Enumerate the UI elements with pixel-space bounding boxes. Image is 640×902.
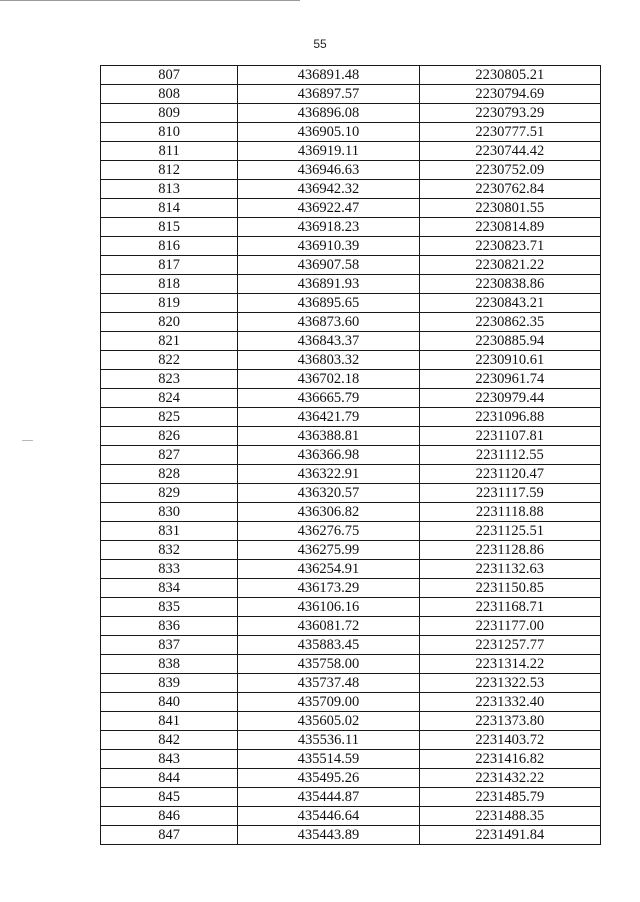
y-coordinate-cell: 2231485.79 [419, 788, 600, 807]
table-row [101, 389, 601, 408]
point-number-cell: 828 [101, 465, 238, 484]
y-coordinate-cell: 2230821.22 [419, 256, 600, 275]
y-coordinate-cell: 2230910.61 [419, 351, 600, 370]
point-number-cell: 814 [101, 199, 238, 218]
table-row [101, 598, 601, 617]
table-row [101, 522, 601, 541]
table-row [101, 446, 601, 465]
y-coordinate-cell: 2231128.86 [419, 541, 600, 560]
point-number-cell: 832 [101, 541, 238, 560]
y-coordinate-cell: 2231125.51 [419, 522, 600, 541]
table-row [101, 693, 601, 712]
table-row [101, 237, 601, 256]
y-coordinate-cell: 2230862.35 [419, 313, 600, 332]
table-row [101, 788, 601, 807]
y-coordinate-cell: 2231112.55 [419, 446, 600, 465]
y-coordinate-cell: 2230777.51 [419, 123, 600, 142]
table-row [101, 826, 601, 845]
page-number: 55 [313, 37, 327, 51]
y-coordinate-cell: 2231416.82 [419, 750, 600, 769]
point-number-cell: 823 [101, 370, 238, 389]
y-coordinate-cell: 2231332.40 [419, 693, 600, 712]
y-coordinate-cell: 2231096.88 [419, 408, 600, 427]
y-coordinate-cell: 2231491.84 [419, 826, 600, 845]
table-row [101, 161, 601, 180]
x-coordinate-cell: 435758.00 [238, 655, 419, 674]
y-coordinate-cell: 2230805.21 [419, 66, 600, 85]
table-row [101, 408, 601, 427]
table-row [101, 218, 601, 237]
x-coordinate-cell: 435443.89 [238, 826, 419, 845]
y-coordinate-cell: 2230814.89 [419, 218, 600, 237]
x-coordinate-cell: 435737.48 [238, 674, 419, 693]
table-row [101, 142, 601, 161]
x-coordinate-cell: 436388.81 [238, 427, 419, 446]
x-coordinate-cell: 436873.60 [238, 313, 419, 332]
y-coordinate-cell: 2230961.74 [419, 370, 600, 389]
point-number-cell: 812 [101, 161, 238, 180]
table-row [101, 503, 601, 522]
x-coordinate-cell: 436803.32 [238, 351, 419, 370]
y-coordinate-cell: 2231322.53 [419, 674, 600, 693]
point-number-cell: 807 [101, 66, 238, 85]
point-number-cell: 837 [101, 636, 238, 655]
y-coordinate-cell: 2230744.42 [419, 142, 600, 161]
point-number-cell: 825 [101, 408, 238, 427]
x-coordinate-cell: 436891.48 [238, 66, 419, 85]
table-row [101, 617, 601, 636]
table-row [101, 370, 601, 389]
table-row [101, 560, 601, 579]
y-coordinate-cell: 2230752.09 [419, 161, 600, 180]
y-coordinate-cell: 2230979.44 [419, 389, 600, 408]
point-number-cell: 808 [101, 85, 238, 104]
x-coordinate-cell: 436702.18 [238, 370, 419, 389]
margin-mark [22, 440, 33, 441]
point-number-cell: 836 [101, 617, 238, 636]
x-coordinate-cell: 436276.75 [238, 522, 419, 541]
y-coordinate-cell: 2231403.72 [419, 731, 600, 750]
y-coordinate-cell: 2231118.88 [419, 503, 600, 522]
point-number-cell: 843 [101, 750, 238, 769]
y-coordinate-cell: 2230838.86 [419, 275, 600, 294]
x-coordinate-cell: 436366.98 [238, 446, 419, 465]
y-coordinate-cell: 2230801.55 [419, 199, 600, 218]
y-coordinate-cell: 2230823.71 [419, 237, 600, 256]
x-coordinate-cell: 436942.32 [238, 180, 419, 199]
x-coordinate-cell: 436896.08 [238, 104, 419, 123]
y-coordinate-cell: 2231177.00 [419, 617, 600, 636]
point-number-cell: 845 [101, 788, 238, 807]
table-row [101, 465, 601, 484]
table-row [101, 750, 601, 769]
y-coordinate-cell: 2230885.94 [419, 332, 600, 351]
y-coordinate-cell: 2230762.84 [419, 180, 600, 199]
table-row [101, 807, 601, 826]
x-coordinate-cell: 436897.57 [238, 85, 419, 104]
table-row [101, 294, 601, 313]
y-coordinate-cell: 2231132.63 [419, 560, 600, 579]
x-coordinate-cell: 435514.59 [238, 750, 419, 769]
y-coordinate-cell: 2231107.81 [419, 427, 600, 446]
y-coordinate-cell: 2230843.21 [419, 294, 600, 313]
x-coordinate-cell: 435446.64 [238, 807, 419, 826]
x-coordinate-cell: 435605.02 [238, 712, 419, 731]
table-row [101, 427, 601, 446]
x-coordinate-cell: 436081.72 [238, 617, 419, 636]
x-coordinate-cell: 436895.65 [238, 294, 419, 313]
x-coordinate-cell: 436918.23 [238, 218, 419, 237]
point-number-cell: 811 [101, 142, 238, 161]
x-coordinate-cell: 436322.91 [238, 465, 419, 484]
point-number-cell: 820 [101, 313, 238, 332]
x-coordinate-cell: 436275.99 [238, 541, 419, 560]
table-row [101, 275, 601, 294]
table-row [101, 541, 601, 560]
table-row [101, 636, 601, 655]
x-coordinate-cell: 436843.37 [238, 332, 419, 351]
table-row [101, 351, 601, 370]
coordinates-table [100, 65, 601, 845]
point-number-cell: 830 [101, 503, 238, 522]
point-number-cell: 835 [101, 598, 238, 617]
coordinates-table-body [101, 66, 601, 845]
table-row [101, 484, 601, 503]
table-row [101, 85, 601, 104]
table-row [101, 104, 601, 123]
point-number-cell: 822 [101, 351, 238, 370]
table-row [101, 674, 601, 693]
x-coordinate-cell: 436254.91 [238, 560, 419, 579]
x-coordinate-cell: 436919.11 [238, 142, 419, 161]
table-row [101, 731, 601, 750]
point-number-cell: 841 [101, 712, 238, 731]
point-number-cell: 831 [101, 522, 238, 541]
x-coordinate-cell: 435495.26 [238, 769, 419, 788]
y-coordinate-cell: 2231257.77 [419, 636, 600, 655]
point-number-cell: 824 [101, 389, 238, 408]
table-row [101, 332, 601, 351]
x-coordinate-cell: 436905.10 [238, 123, 419, 142]
point-number-cell: 846 [101, 807, 238, 826]
point-number-cell: 847 [101, 826, 238, 845]
point-number-cell: 827 [101, 446, 238, 465]
top-edge-rule [0, 0, 300, 1]
point-number-cell: 826 [101, 427, 238, 446]
point-number-cell: 829 [101, 484, 238, 503]
point-number-cell: 819 [101, 294, 238, 313]
point-number-cell: 818 [101, 275, 238, 294]
y-coordinate-cell: 2231432.22 [419, 769, 600, 788]
point-number-cell: 833 [101, 560, 238, 579]
y-coordinate-cell: 2230793.29 [419, 104, 600, 123]
point-number-cell: 842 [101, 731, 238, 750]
x-coordinate-cell: 436946.63 [238, 161, 419, 180]
x-coordinate-cell: 436910.39 [238, 237, 419, 256]
table-row [101, 712, 601, 731]
table-row [101, 180, 601, 199]
x-coordinate-cell: 436922.47 [238, 199, 419, 218]
point-number-cell: 838 [101, 655, 238, 674]
table-row [101, 769, 601, 788]
table-row [101, 579, 601, 598]
table-row [101, 313, 601, 332]
y-coordinate-cell: 2231488.35 [419, 807, 600, 826]
point-number-cell: 821 [101, 332, 238, 351]
y-coordinate-cell: 2231120.47 [419, 465, 600, 484]
x-coordinate-cell: 435444.87 [238, 788, 419, 807]
point-number-cell: 810 [101, 123, 238, 142]
table-row [101, 66, 601, 85]
point-number-cell: 809 [101, 104, 238, 123]
table-row [101, 123, 601, 142]
x-coordinate-cell: 436891.93 [238, 275, 419, 294]
x-coordinate-cell: 435709.00 [238, 693, 419, 712]
point-number-cell: 816 [101, 237, 238, 256]
x-coordinate-cell: 436306.82 [238, 503, 419, 522]
point-number-cell: 834 [101, 579, 238, 598]
y-coordinate-cell: 2231373.80 [419, 712, 600, 731]
table-row [101, 199, 601, 218]
y-coordinate-cell: 2231117.59 [419, 484, 600, 503]
point-number-cell: 815 [101, 218, 238, 237]
y-coordinate-cell: 2231168.71 [419, 598, 600, 617]
x-coordinate-cell: 436421.79 [238, 408, 419, 427]
x-coordinate-cell: 436106.16 [238, 598, 419, 617]
y-coordinate-cell: 2231314.22 [419, 655, 600, 674]
x-coordinate-cell: 435883.45 [238, 636, 419, 655]
point-number-cell: 840 [101, 693, 238, 712]
point-number-cell: 839 [101, 674, 238, 693]
point-number-cell: 813 [101, 180, 238, 199]
y-coordinate-cell: 2230794.69 [419, 85, 600, 104]
point-number-cell: 817 [101, 256, 238, 275]
x-coordinate-cell: 436665.79 [238, 389, 419, 408]
x-coordinate-cell: 435536.11 [238, 731, 419, 750]
table-row [101, 655, 601, 674]
x-coordinate-cell: 436320.57 [238, 484, 419, 503]
x-coordinate-cell: 436907.58 [238, 256, 419, 275]
y-coordinate-cell: 2231150.85 [419, 579, 600, 598]
point-number-cell: 844 [101, 769, 238, 788]
x-coordinate-cell: 436173.29 [238, 579, 419, 598]
table-row [101, 256, 601, 275]
